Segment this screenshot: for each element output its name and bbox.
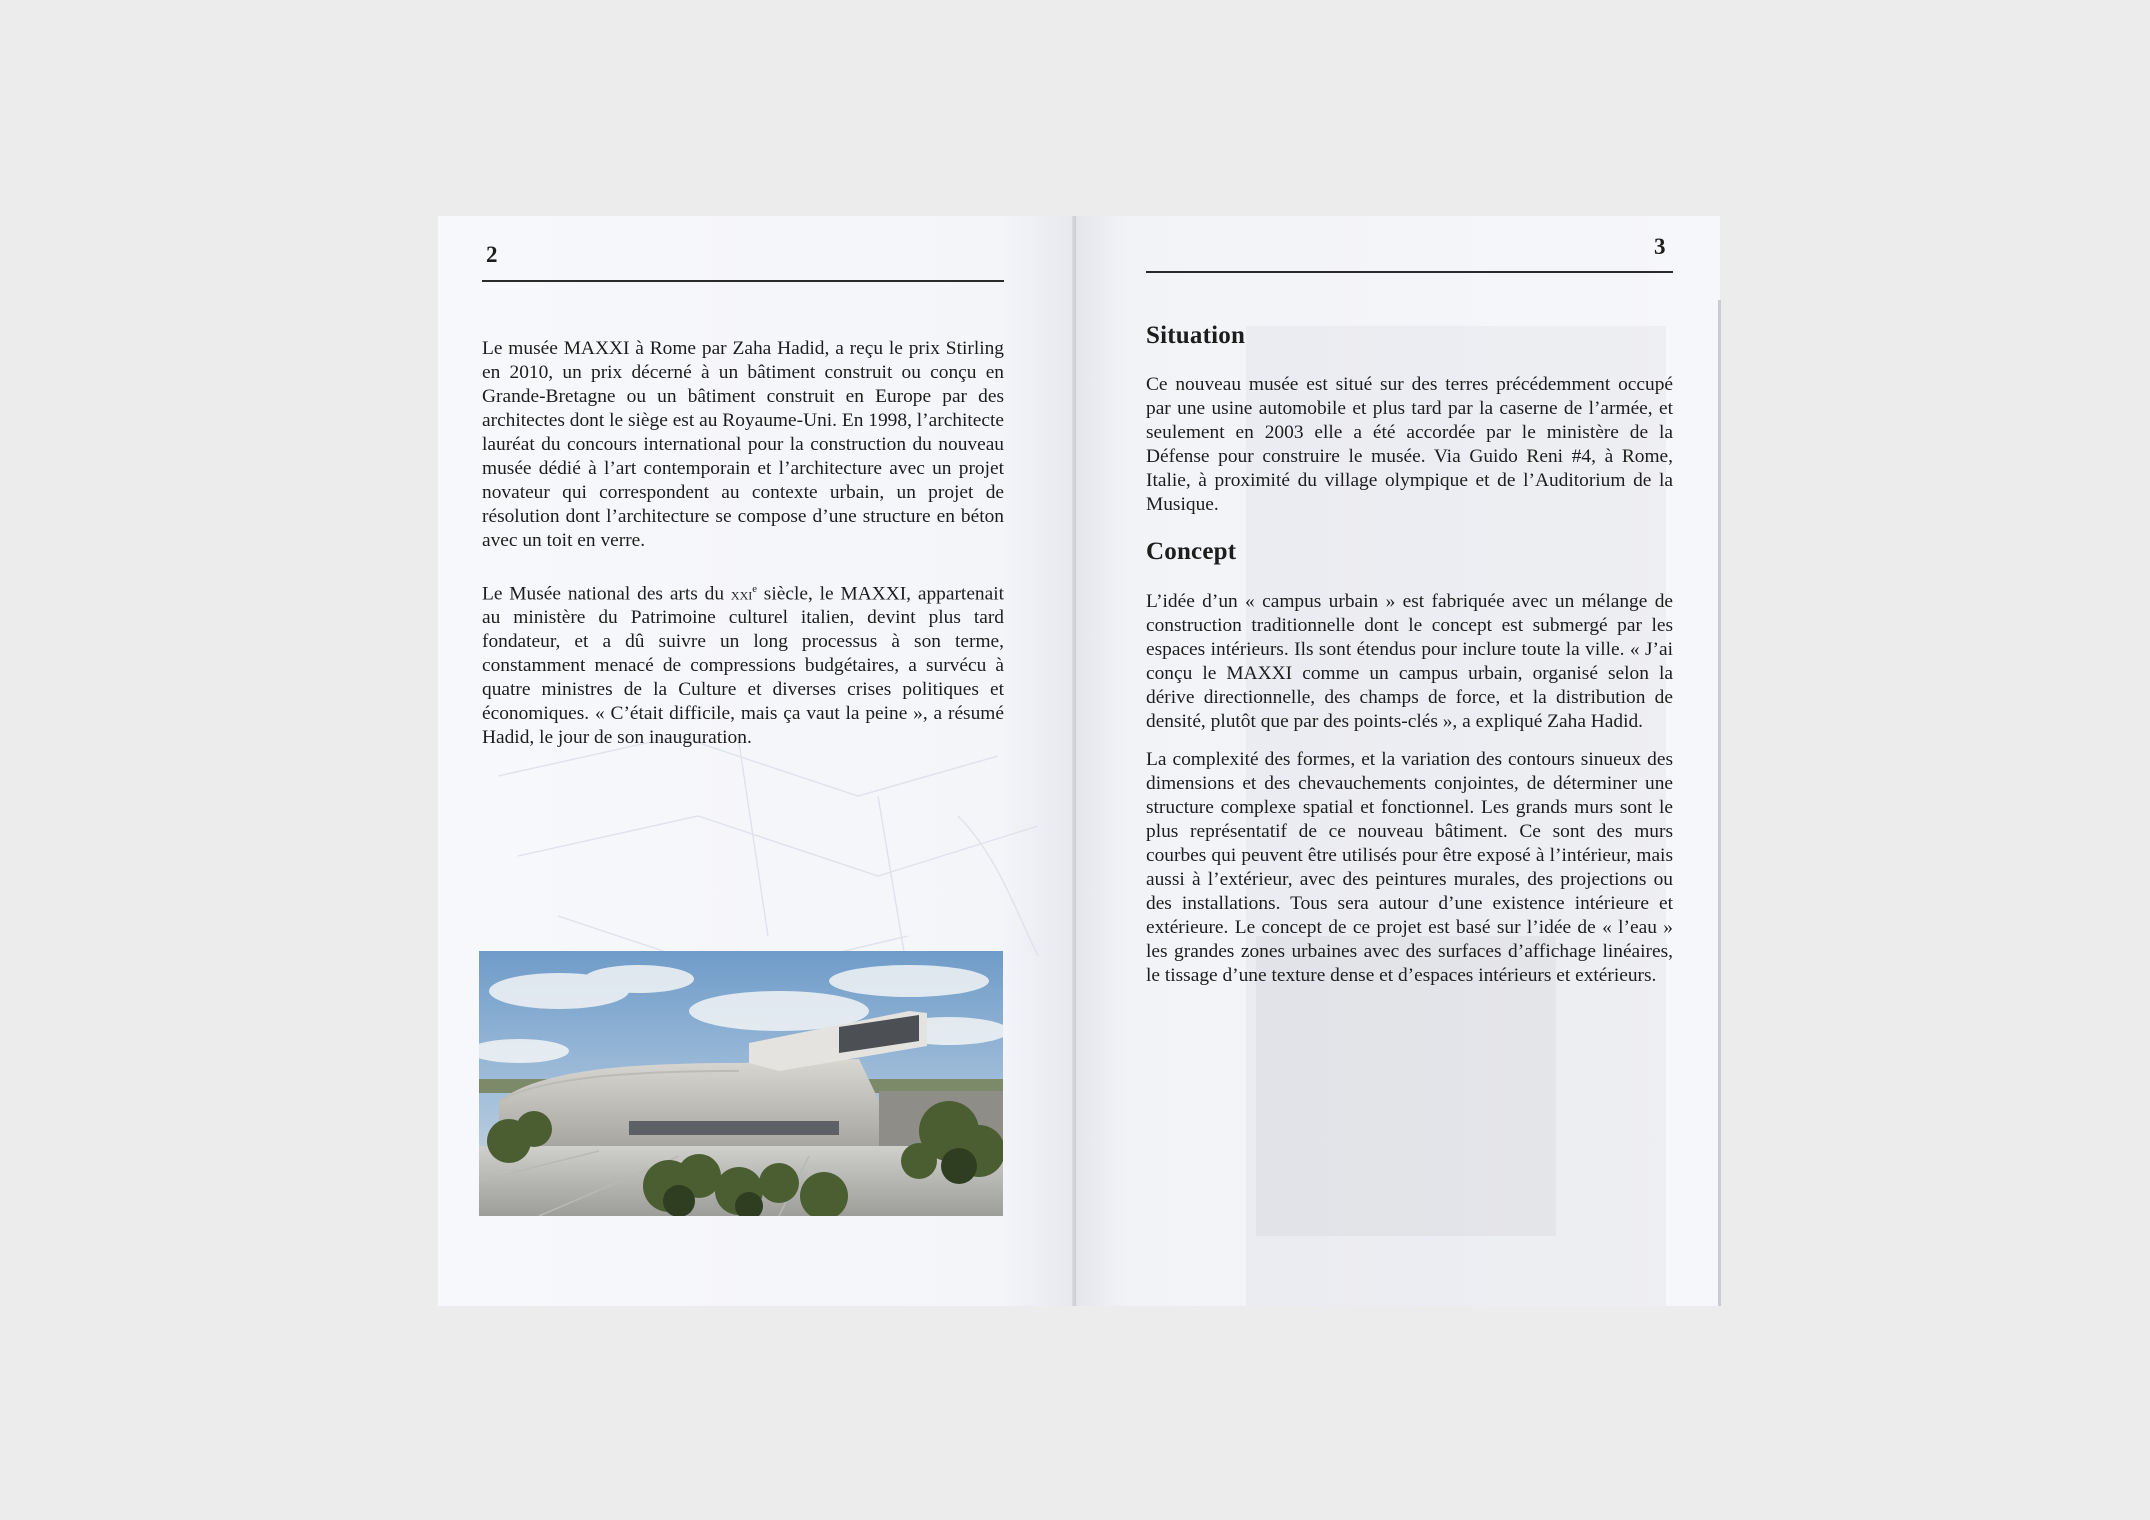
- concept-paragraph-2: La complexité des formes, et la variation des contours sinueux des dimensions et des chevauchements conjointes, de déterminer une structure complexe spatial et fonctionnel. Les grands murs sont le plus représentatif de ce nouveau bâtiment. Ce sont des murs courbes qui peuvent être utilisés pour être exposé à l’intérieur, mais aussi à l’extérieur, avec des peintures murales, des projections ou des installations. Tous sera autour d’une existence intérieure et extérieure. Le concept de ce projet est basé sur l’idée de « l’eau » les grandes zones urbaines avec des surfaces d’affichage linéaires, le tissage d’une texture dense et d’espaces intérieurs et extérieurs.: [1146, 749, 1673, 986]
- heading-situation: Situation: [1146, 322, 1246, 349]
- maxxi-building-photo: [479, 951, 1003, 1216]
- left-body-text: [482, 337, 1004, 774]
- page-number-right: 3: [1654, 234, 1666, 259]
- heading-concept: Concept: [1146, 538, 1237, 565]
- left-paragraph-2: Le Musée national des arts du xxi$^e$ siècle, le MAXXI, appartenait au ministère du Patrimoine culturel italien, devint plus tard fondateur, et a dû suivre un long processus à son terme, constamment menacé de compressions budgétaires, a survécu à quatre ministres de la Culture et diverses crises politiques et économiques. « C’était difficile, mais ça vaut la peine », a résumé Hadid, le jour de son inauguration.: [482, 583, 1005, 749]
- situation-text: Ce nouveau musée est situé sur des terres précédemment occupé par une usine automobile et plus tard par la caserne de l’armée, et seulement en 2003 elle a été accordée par le ministère de la Défense pour construire le musée. Via Guido Reni #4, à Rome, Italie, à proximité du village olympique et de l’Auditorium de la Musique.: [1146, 374, 1673, 515]
- header-rule-right: [1146, 271, 1673, 273]
- concept-text: [1146, 590, 1673, 1012]
- left-paragraph-1: Le musée MAXXI à Rome par Zaha Hadid, a reçu le prix Stirling en 2010, un prix décerné à un bâtiment construit ou conçu en Grande-Bretagne ou un bâtiment construit en Europe par des architectes dont le siège est au Royaume-Uni. En 1998, l’architecte lauréat du concours international pour la construction du nouveau musée dédié à l’art contemporain et l’architecture avec un projet novateur qui correspondent au contexte urbain, un projet de résolution dont l’architecture se compose d’une structure en béton avec un toit en verre.: [482, 338, 1004, 551]
- page-number-left: 2: [486, 242, 498, 267]
- concept-paragraph-1: L’idée d’un « campus urbain » est fabriquée avec un mélange de construction traditionnelle dont le concept est submergé par les espaces intérieurs. Ils sont étendus pour inclure toute la ville. « J’ai conçu le MAXXI comme un campus urbain, organisé selon la dérive directionnelle, des champs de force, et la distribution de densité, plutôt que par des points-clés », a expliqué Zaha Hadid.: [1146, 591, 1673, 732]
- page-edge: [1718, 300, 1721, 1306]
- header-rule-left: [482, 280, 1004, 282]
